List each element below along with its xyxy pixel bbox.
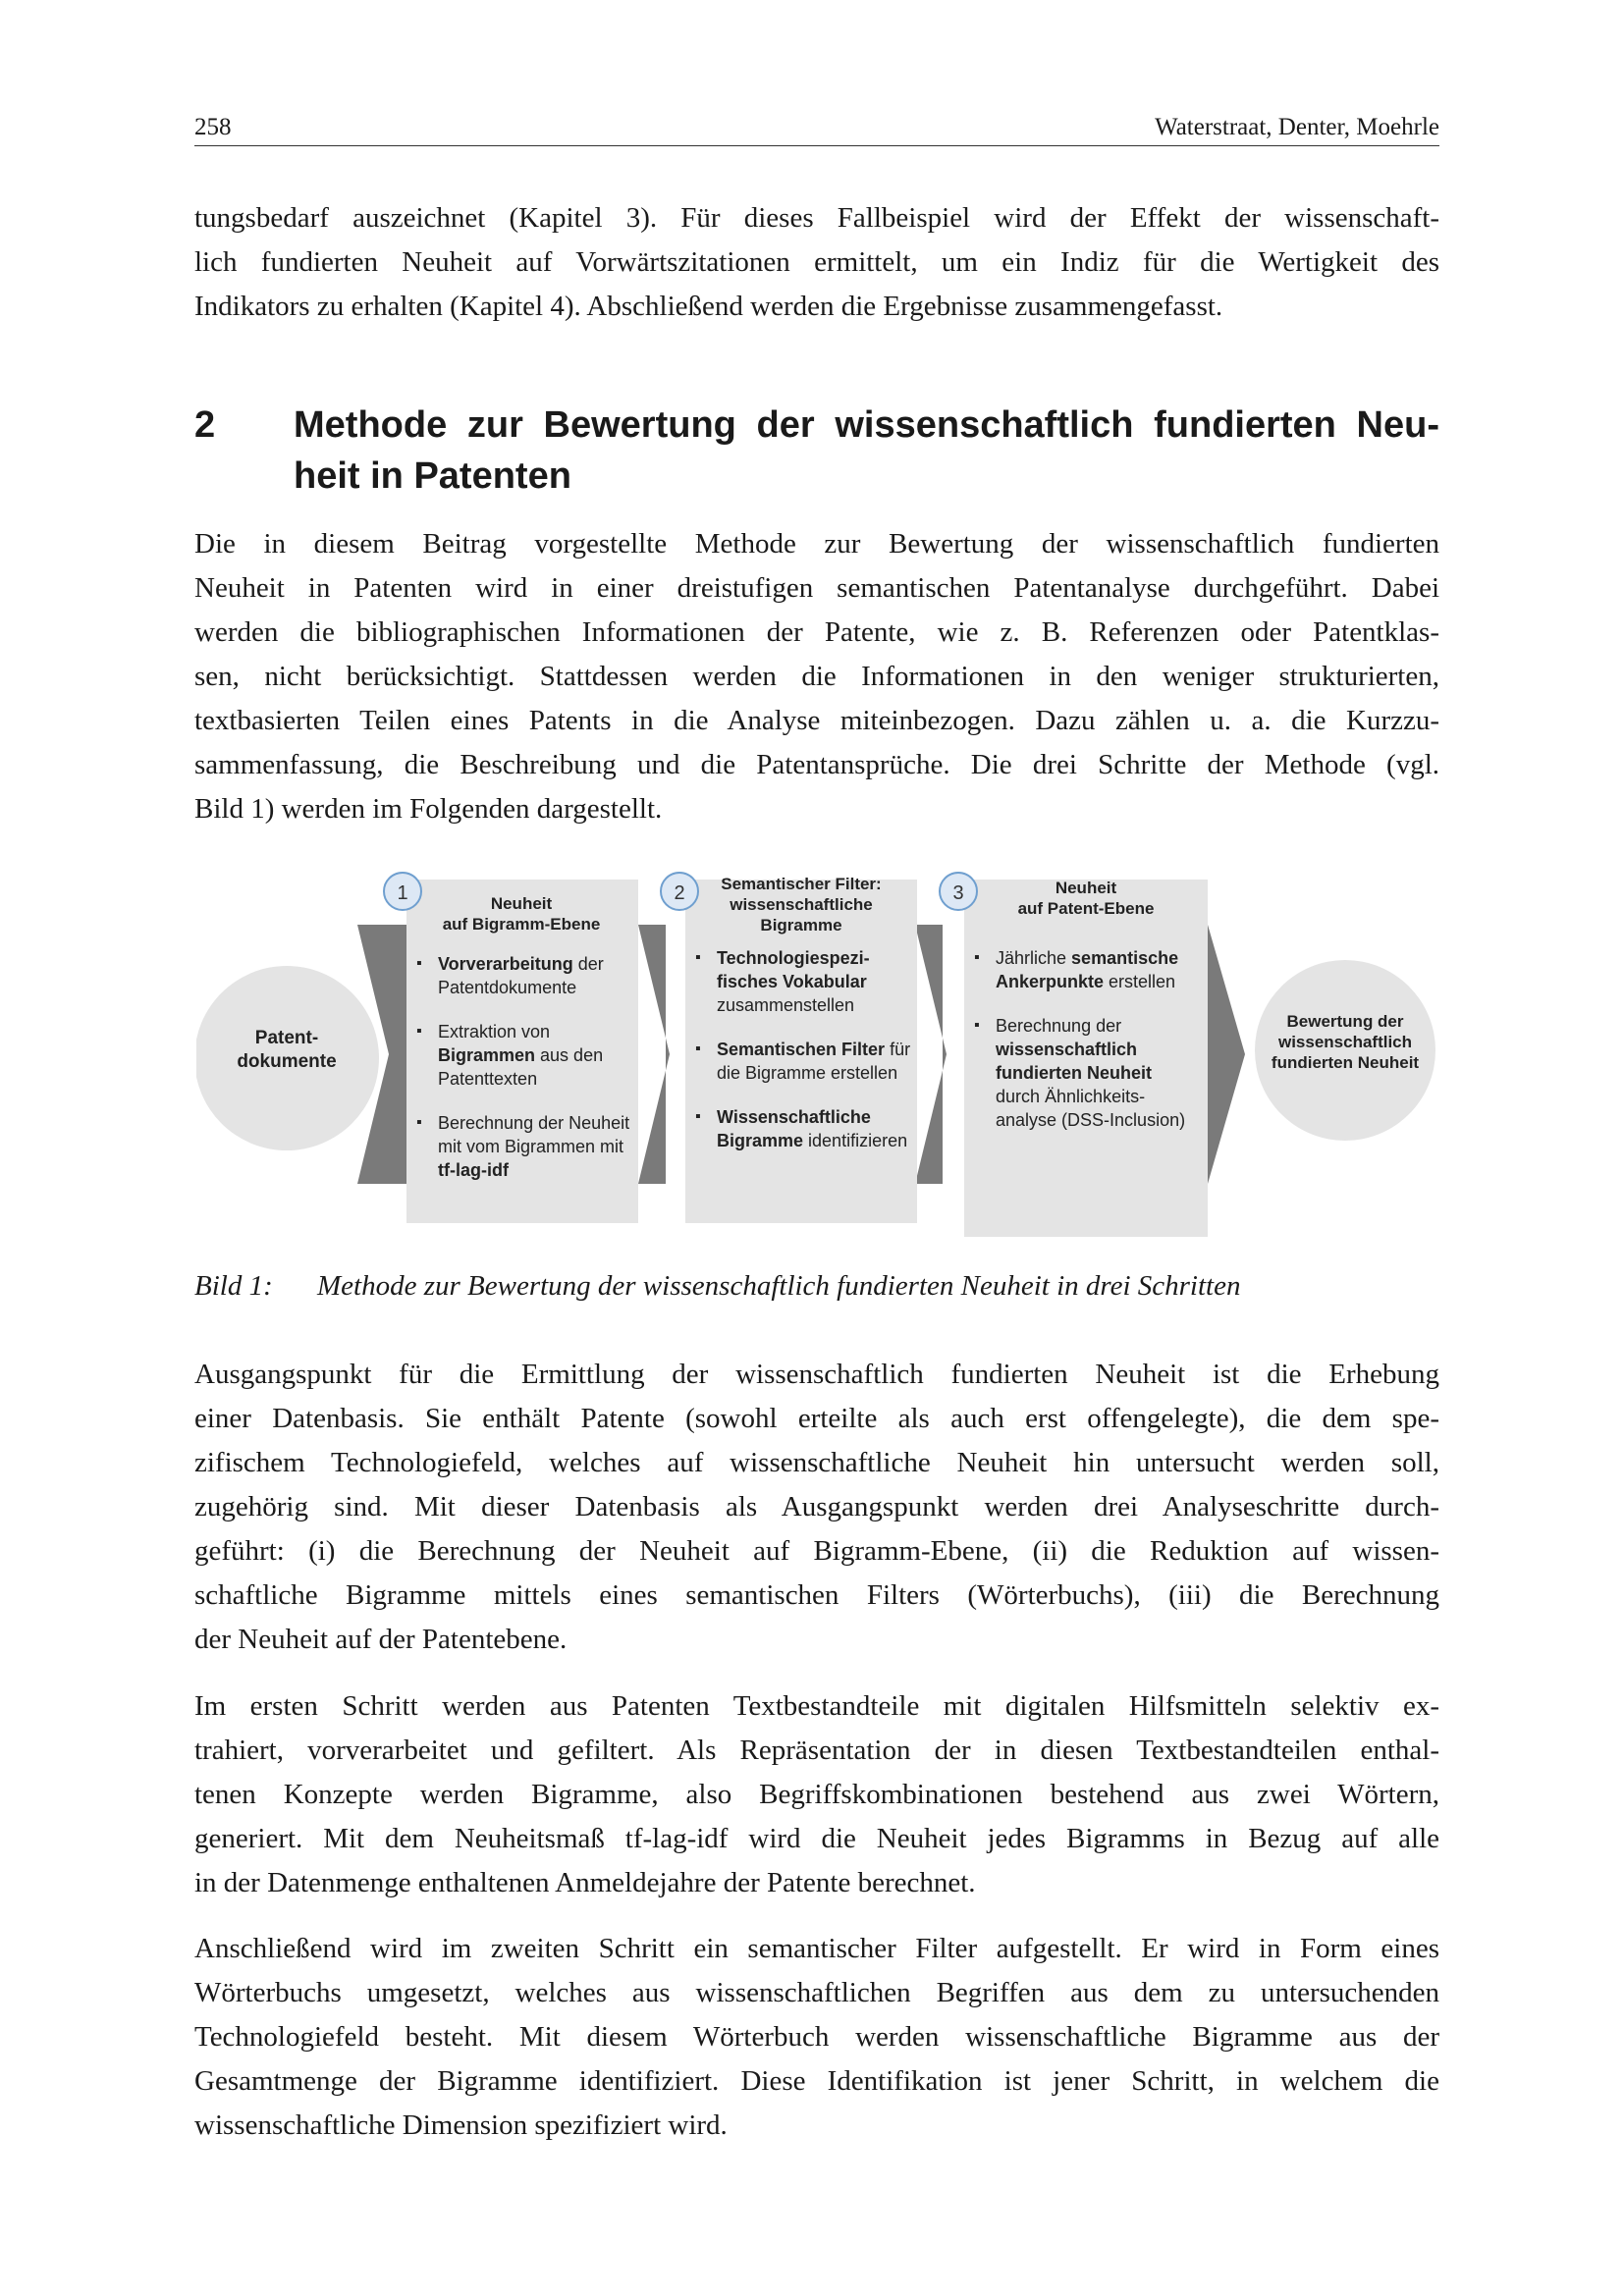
text-line: einer Datenbasis. Sie enthält Patente (sowohl erteilte als auch erst offengelegte), die dem spe- [194, 1403, 1439, 1434]
text-line: textbasierten Teilen eines Patents in die Analyse miteinbezogen. Dazu zählen u. a. die Kurzzu- [194, 705, 1439, 736]
section-number: 2 [194, 404, 216, 446]
step-number-badge: 1 [383, 872, 422, 911]
step-number-badge: 2 [660, 872, 699, 911]
text-line: Neuheit in Patenten wird in einer dreistufigen semantischen Patentanalyse durchgeführt. Dabei [194, 572, 1439, 604]
text-line: wissenschaftliche Dimension spezifiziert wird. [194, 2109, 728, 2141]
text-line: zugehörig sind. Mit dieser Datenbasis als Ausgangspunkt werden drei Analyseschritte durch- [194, 1491, 1439, 1522]
section-title [294, 400, 1439, 502]
chevron-2 [638, 925, 670, 1184]
bullet-text: für die Bigramme erstellen [717, 1040, 911, 1083]
input-label-line: dokumente [237, 1051, 337, 1072]
text-line: generiert. Mit dem Neuheitsmaß tf-lag-idf wird die Neuheit jedes Bigramms in Bezug auf alle [194, 1823, 1439, 1854]
text-line: tungsbedarf auszeichnet (Kapitel 3). Für dieses Fallbeispiel wird der Effekt der wissenschaft- [194, 202, 1439, 234]
method-figure [196, 864, 1435, 1237]
bullet-bold: Semantischen Filter [717, 1040, 886, 1059]
bullet-text: Berechnung der [996, 1016, 1122, 1036]
bullet-bold: Bigrammen [438, 1045, 536, 1065]
caption-label: Bild 1: [194, 1270, 273, 1302]
bullet-bold: Technologiespezi-fisches Vokabular [717, 948, 870, 991]
bullet-text: zusammenstellen [717, 995, 855, 1015]
text-line: Gesamtmenge der Bigramme identifiziert. Diese Identifikation ist jener Schritt, in welchem die [194, 2065, 1439, 2097]
step-heading [988, 878, 1184, 919]
bullet-item [695, 1038, 913, 1085]
input-circle-label [216, 1027, 357, 1074]
bullet-text: der Patentdokumente [438, 954, 604, 997]
paragraph-3 [194, 1684, 1439, 1905]
text-line: Bild 1) werden im Folgenden dargestellt. [194, 793, 663, 825]
step-heading-line: Neuheit [490, 894, 553, 913]
text-line: Anschließend wird im zweiten Schritt ein semantischer Filter aufgestellt. Er wird in Form eines [194, 1933, 1439, 1964]
paragraph-1 [194, 522, 1439, 831]
step-heading-line: auf Bigramm-Ebene [442, 915, 601, 934]
paragraph-4 [194, 1927, 1439, 2148]
step-3-bullets [974, 946, 1200, 1152]
text-line: Ausgangspunkt für die Ermittlung der wissenschaftlich fundierten Neuheit ist die Erhebung [194, 1359, 1439, 1390]
bullet-item [416, 1111, 632, 1182]
bullet-bold: semantische Ankerpunkte [996, 948, 1179, 991]
step-heading [703, 874, 899, 935]
caption-text: Methode zur Bewertung der wissenschaftlich fundierten Neuheit in drei Schritten [317, 1270, 1241, 1302]
bullet-text: Jährliche [996, 948, 1072, 968]
bullet-item [974, 946, 1200, 993]
bullet-text: durch Ähnlichkeits-analyse (DSS-Inclusion) [996, 1087, 1186, 1130]
paragraph-2 [194, 1353, 1439, 1662]
section-title-line: Methode zur Bewertung der wissenschaftlich fundierten Neu- [294, 404, 1439, 446]
bullet-item [695, 1105, 913, 1152]
output-circle-label [1263, 1011, 1428, 1073]
bullet-item [695, 946, 913, 1017]
text-line: Im ersten Schritt werden aus Patenten Textbestandteile mit digitalen Hilfsmitteln selektiv ex- [194, 1690, 1439, 1722]
bullet-bold: Vorverarbeitung [438, 954, 573, 974]
text-line: Die in diesem Beitrag vorgestellte Methode zur Bewertung der wissenschaftlich fundierten [194, 528, 1439, 560]
bullet-item [416, 1020, 632, 1091]
step-heading [428, 893, 615, 934]
chevron-4 [1208, 925, 1245, 1184]
text-line: Wörterbuchs umgesetzt, welches aus wissenschaftlichen Begriffen aus dem zu untersuchenden [194, 1977, 1439, 2008]
running-header [194, 112, 1439, 146]
text-line: tenen Konzepte werden Bigramme, also Begriffskombinationen bestehend aus zwei Wörtern, [194, 1779, 1439, 1810]
chevron-3 [915, 925, 947, 1184]
text-line: der Neuheit auf der Patentebene. [194, 1624, 568, 1655]
text-line: werden die bibliographischen Informationen der Patente, wie z. B. Referenzen oder Patentklas- [194, 616, 1439, 648]
text-line: sammenfassung, die Beschreibung und die Patentansprüche. Die drei Schritte der Methode (vgl. [194, 749, 1439, 780]
text-line: geführt: (i) die Berechnung der Neuheit auf Bigramm-Ebene, (ii) die Reduktion auf wissen- [194, 1535, 1439, 1567]
intro-paragraph [194, 196, 1439, 329]
text-line: Indikators zu erhalten (Kapitel 4). Abschließend werden die Ergebnisse zusammengefasst. [194, 291, 1223, 322]
bullet-text: erstellen [1104, 972, 1176, 991]
bullet-bold: Wissenschaftliche Bigramme [717, 1107, 871, 1150]
step-heading-line: Semantischer Filter: [721, 875, 882, 893]
bullet-text: identifizieren [803, 1131, 908, 1150]
step-heading-line: Neuheit [1055, 879, 1117, 897]
step-heading-line: Bigramme [760, 916, 842, 934]
section-heading [194, 400, 1439, 502]
text-line: zifischem Technologiefeld, welches auf wissenschaftliche Neuheit hin untersucht werden soll, [194, 1447, 1439, 1478]
text-line: schaftliche Bigramme mittels eines semantischen Filters (Wörterbuchs), (iii) die Berechnung [194, 1579, 1439, 1611]
output-label-line: wissenschaftlich [1277, 1033, 1413, 1051]
page-number: 258 [194, 114, 232, 140]
step-1-bullets [416, 952, 632, 1202]
bullet-item [416, 952, 632, 999]
bullet-bold: wissenschaftlich fundierten Neuheit [996, 1040, 1153, 1083]
step-2-bullets [695, 946, 913, 1173]
step-heading-line: wissenschaftliche [730, 895, 873, 914]
text-line: in der Datenmenge enthaltenen Anmeldejahre der Patente berechnet. [194, 1867, 976, 1898]
input-label-line: Patent- [254, 1028, 319, 1048]
text-line: sen, nicht berücksichtigt. Stattdessen werden die Informationen in den weniger strukturierten, [194, 661, 1439, 692]
step-number-badge: 3 [939, 872, 978, 911]
bullet-text: Extraktion von [438, 1022, 551, 1041]
output-label-line: fundierten Neuheit [1271, 1053, 1420, 1072]
running-header-authors: Waterstraat, Denter, Moehrle [1155, 114, 1439, 140]
text-line: trahiert, vorverarbeitet und gefiltert. Als Repräsentation der in diesen Textbestandteilen enthal- [194, 1735, 1439, 1766]
bullet-text: aus den Patenttexten [438, 1045, 604, 1089]
output-label-line: Bewertung der [1286, 1012, 1404, 1031]
step-heading-line: auf Patent-Ebene [1017, 899, 1155, 918]
bullet-text: Berechnung der Neuheit mit vom Bigrammen mit [438, 1113, 630, 1156]
bullet-bold: tf-lag-idf [438, 1160, 509, 1180]
bullet-item [974, 1014, 1200, 1132]
text-line: lich fundierten Neuheit auf Vorwärtszitationen ermittelt, um ein Indiz für die Wertigkeit des [194, 246, 1439, 278]
text-line: Technologiefeld besteht. Mit diesem Wörterbuch werden wissenschaftliche Bigramme aus der [194, 2021, 1439, 2053]
section-title-line: heit in Patenten [294, 455, 571, 497]
